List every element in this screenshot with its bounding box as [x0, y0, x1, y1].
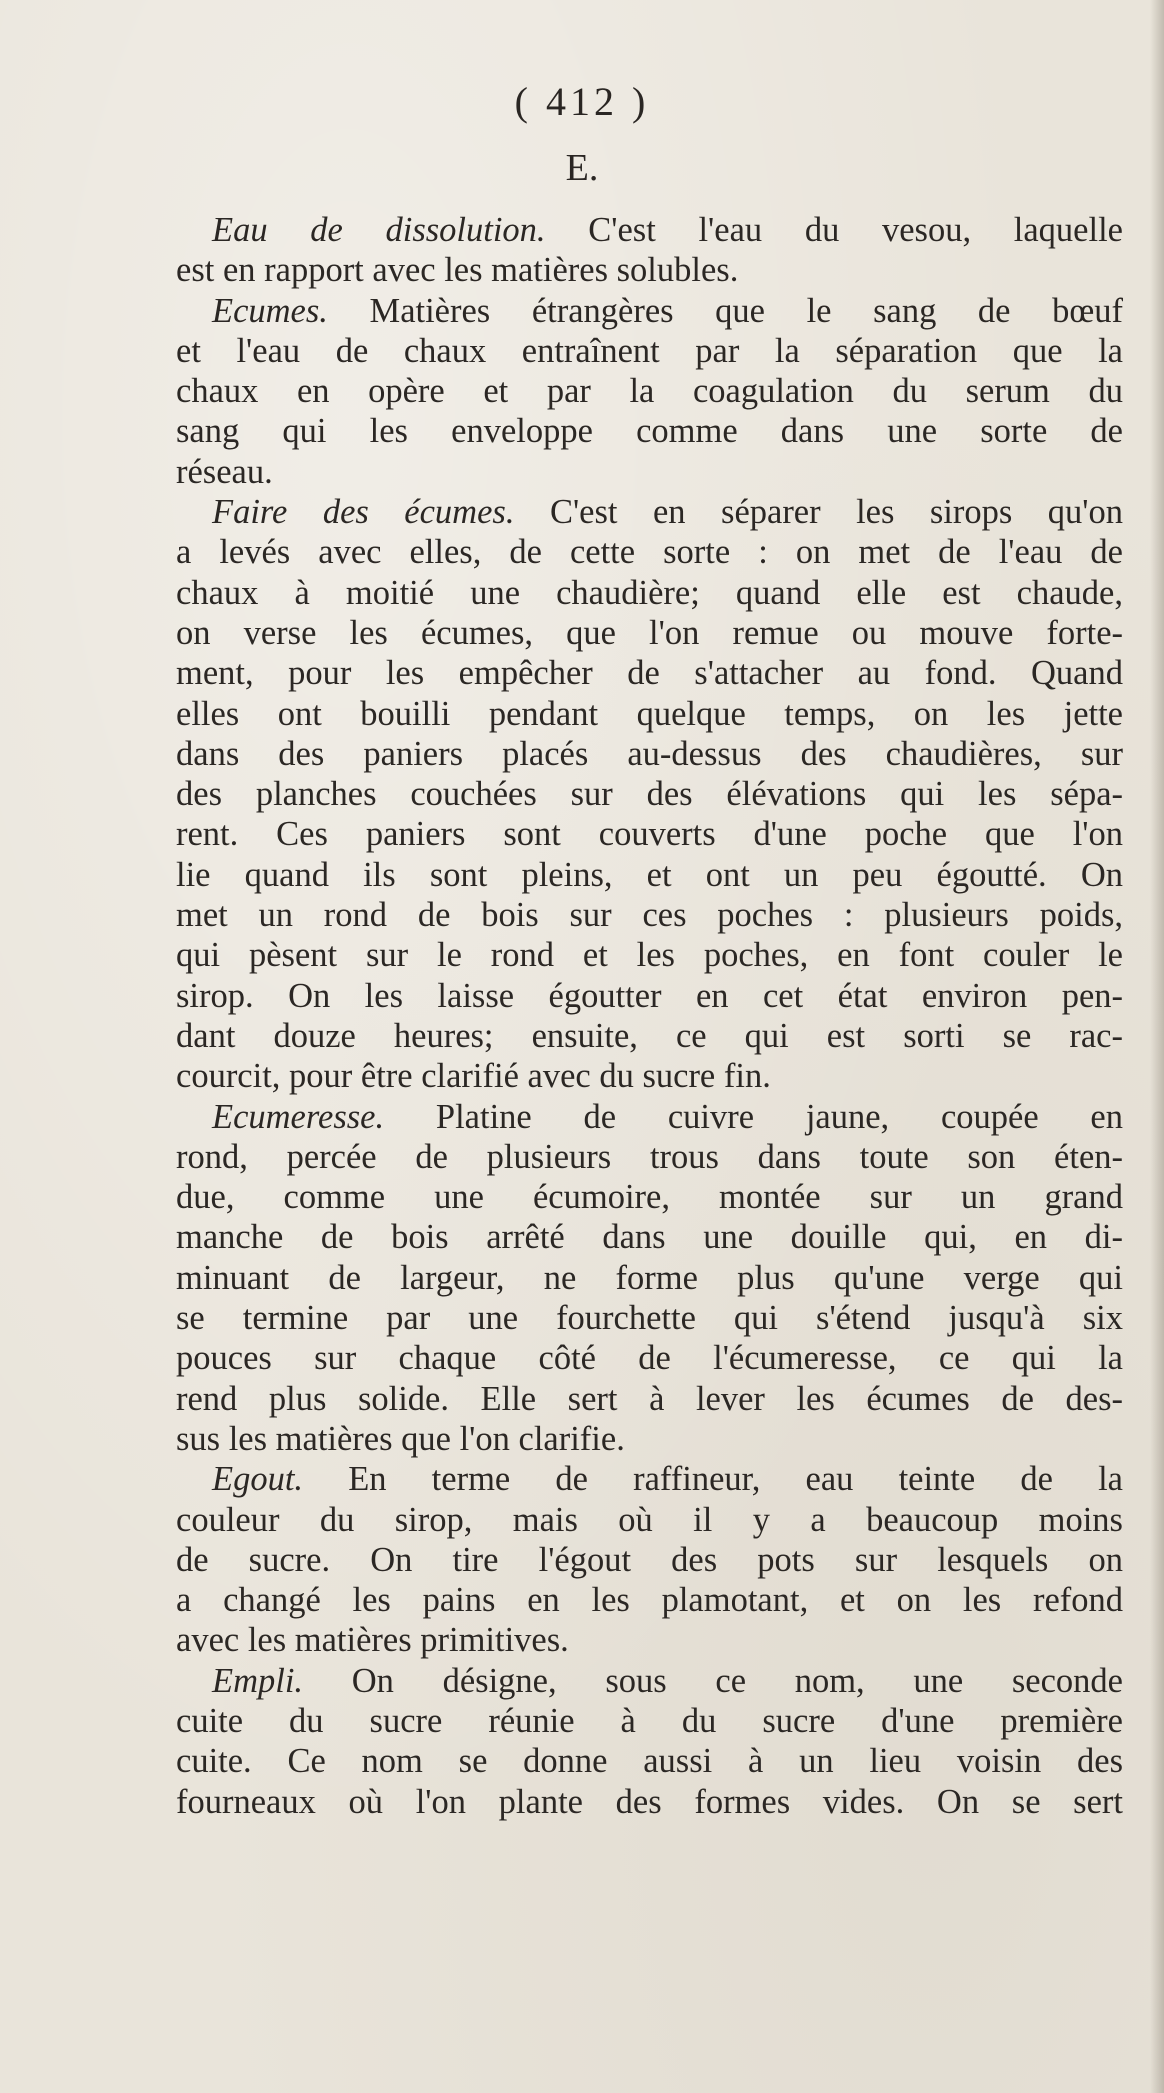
text-line [176, 492, 1123, 532]
entry-term: Ecumeresse. [212, 1097, 385, 1136]
glossary-entry [176, 291, 1123, 492]
line-text: Matières étrangères que le sang de bœuf [327, 291, 1123, 330]
line-text: En terme de raffineur, eau teinte de la [303, 1460, 1123, 1499]
text-line [176, 1097, 1123, 1137]
text-line: rond, percée de plusieurs trous dans toute son éten- [176, 1137, 1123, 1176]
glossary-text [176, 210, 1123, 1822]
text-line: a levés avec elles, de cette sorte : on met de l'eau de [176, 533, 1123, 572]
glossary-entry [176, 210, 1123, 291]
text-line: met un rond de bois sur ces poches : plusieurs poids, [176, 896, 1123, 935]
text-line: dans des paniers placés au-dessus des chaudières, sur [176, 734, 1123, 773]
text-line: on verse les écumes, que l'on remue ou mouve forte- [176, 613, 1123, 652]
text-line: cuite. Ce nom se donne aussi à un lieu voisin des [176, 1742, 1123, 1781]
glossary-entry [176, 1097, 1123, 1460]
text-line: sus les matières que l'on clarifie. [176, 1419, 625, 1458]
line-text: Platine de cuivre jaune, coupée en [384, 1097, 1123, 1136]
text-line: et l'eau de chaux entraînent par la séparation que la [176, 331, 1123, 370]
page-edge-shadow [1150, 0, 1164, 2093]
text-line: a changé les pains en les plamotant, et on les refond [176, 1581, 1123, 1620]
text-line: se termine par une fourchette qui s'étend jusqu'à six [176, 1299, 1123, 1338]
text-line: dant douze heures; ensuite, ce qui est sorti se rac- [176, 1016, 1123, 1055]
text-line: manche de bois arrêté dans une douille qui, en di- [176, 1218, 1123, 1257]
text-line [176, 291, 1123, 331]
text-line: réseau. [176, 452, 273, 491]
line-text: C'est l'eau du vesou, laquelle [545, 211, 1123, 249]
text-line: elles ont bouilli pendant quelque temps, on les jette [176, 694, 1123, 733]
text-line: chaux en opère et par la coagulation du serum du [176, 372, 1123, 411]
entry-term: Empli. [212, 1661, 304, 1700]
glossary-entry [176, 1661, 1123, 1822]
text-line: sirop. On les laisse égoutter en cet état environ pen- [176, 976, 1123, 1015]
entry-term: Eau de dissolution. [212, 211, 546, 249]
page-number: ( 412 ) [514, 79, 650, 124]
entry-term: Faire des écumes. [212, 493, 515, 532]
text-line: rend plus solide. Elle sert à lever les écumes de des- [176, 1379, 1123, 1418]
entry-term: Ecumes. [212, 291, 328, 330]
text-line: avec les matières primitives. [176, 1621, 569, 1660]
text-line: qui pèsent sur le rond et les poches, en font couler le [176, 936, 1123, 975]
text-line: pouces sur chaque côté de l'écumeresse, ce qui la [176, 1339, 1123, 1378]
text-line [176, 210, 1123, 250]
text-line: rent. Ces paniers sont couverts d'une poche que l'on [176, 815, 1123, 854]
line-text: C'est en séparer les sirops qu'on [514, 493, 1123, 532]
glossary-entry [176, 1459, 1123, 1660]
text-line: cuite du sucre réunie à du sucre d'une première [176, 1701, 1123, 1740]
glossary-entry [176, 492, 1123, 1096]
text-line: sang qui les enveloppe comme dans une sorte de [176, 412, 1123, 451]
text-line: lie quand ils sont pleins, et ont un peu égoutté. On [176, 855, 1123, 894]
section-letter: E. [565, 147, 599, 189]
text-line: ment, pour les empêcher de s'attacher au fond. Quand [176, 654, 1123, 693]
line-text: On désigne, sous ce nom, une seconde [303, 1661, 1123, 1700]
text-line: fourneaux où l'on plante des formes vides. On se sert [176, 1782, 1123, 1821]
text-line: des planches couchées sur des élévations qui les sépa- [176, 775, 1123, 814]
text-line: de sucre. On tire l'égout des pots sur lesquels on [176, 1540, 1123, 1579]
text-line: couleur du sirop, mais où il y a beaucoup moins [176, 1500, 1123, 1539]
text-line: est en rapport avec les matières solubles. [176, 251, 739, 290]
text-line: chaux à moitié une chaudière; quand elle est chaude, [176, 573, 1123, 612]
text-line: minuant de largeur, ne forme plus qu'une verge qui [176, 1258, 1123, 1297]
text-line: courcit, pour être clarifié avec du sucre fin. [176, 1057, 771, 1096]
text-line: due, comme une écumoire, montée sur un grand [176, 1178, 1123, 1217]
entry-term: Egout. [212, 1460, 304, 1499]
text-line [176, 1459, 1123, 1499]
text-line [176, 1661, 1123, 1701]
